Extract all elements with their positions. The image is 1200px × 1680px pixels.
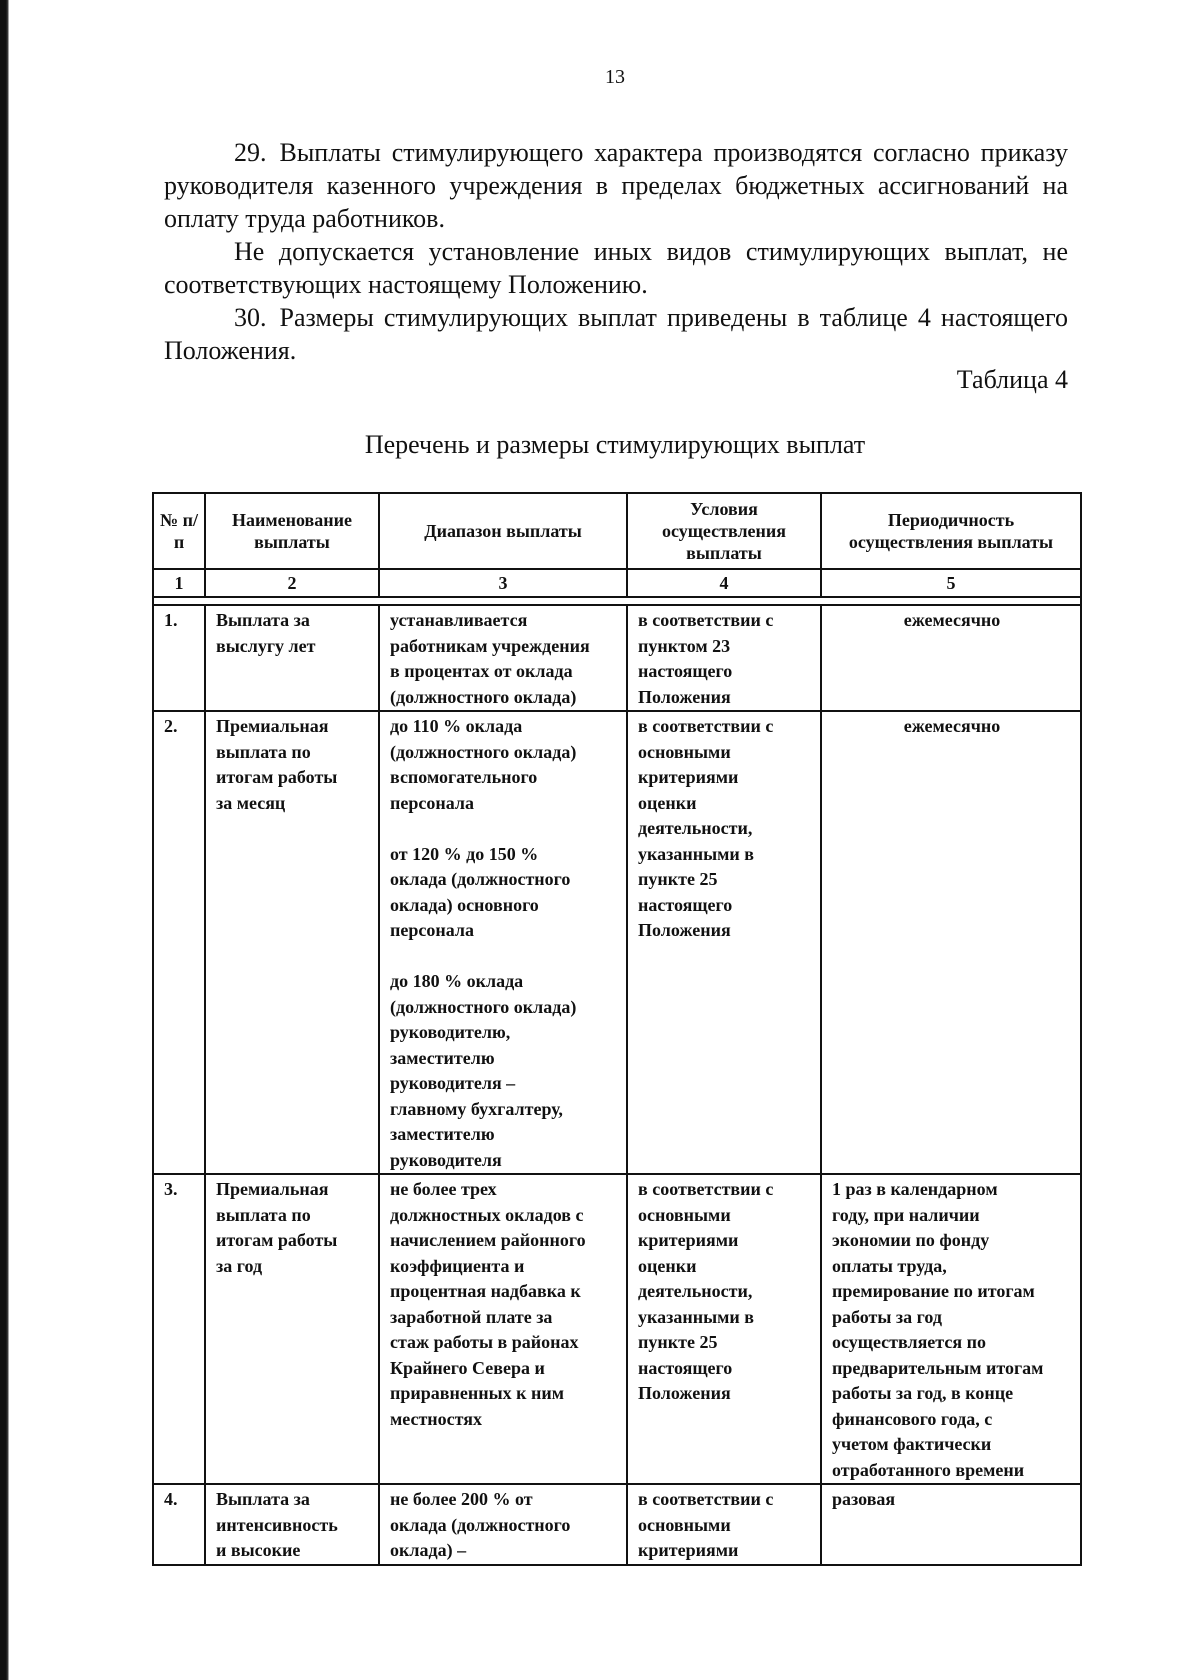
row-periodicity: 1 раз в календарном году, при наличии экономии по фонду оплаты труда, премирование по итогам работы за год осуществляется по предварительным итогам работы за год, в конце финансового года, с учетом фактически отработанного времени xyxy=(821,1174,1081,1484)
row-range: до 110 % оклада (должностного оклада) вспомогательного персонала от 120 % до 150 % оклада (должностного оклада) основного персонала до 180 % оклада (должностного оклада) руководителю, заместителю руководителя – главному бухгалтеру, заместителю руководителя xyxy=(379,711,627,1174)
header-col-number-1: 1 xyxy=(153,569,205,597)
row-number: 4. xyxy=(153,1484,205,1565)
row-name: Выплата за интенсивность и высокие xyxy=(205,1484,379,1565)
row-conditions: в соответствии с основными критериями оценки деятельности, указанными в пункте 25 настоящего Положения xyxy=(627,711,821,1174)
row-conditions: в соответствии с пунктом 23 настоящего Положения xyxy=(627,605,821,711)
table-row xyxy=(153,605,1081,711)
table-caption: Перечень и размеры стимулирующих выплат xyxy=(364,430,866,459)
header-periodicity: Периодичность осуществления выплаты xyxy=(821,493,1081,569)
row-periodicity: ежемесячно xyxy=(821,711,1081,1174)
paragraph-29: 29. Выплаты стимулирующего характера производятся согласно приказу руководителя казенного учреждения в пределах бюджетных ассигнований на оплату труда работников. xyxy=(164,138,1068,233)
body-text xyxy=(164,136,1068,367)
payments-table xyxy=(152,492,1082,1566)
table-row xyxy=(153,1174,1081,1484)
row-name: Премиальная выплата по итогам работы за месяц xyxy=(205,711,379,1174)
row-number: 2. xyxy=(153,711,205,1174)
row-range: устанавливается работникам учреждения в процентах от оклада (должностного оклада) xyxy=(379,605,627,711)
header-range: Диапазон выплаты xyxy=(379,493,627,569)
row-conditions: в соответствии с основными критериями оценки деятельности, указанными в пункте 25 настоящего Положения xyxy=(627,1174,821,1484)
table-label: Таблица 4 xyxy=(956,365,1068,394)
row-periodicity: разовая xyxy=(821,1484,1081,1565)
row-number: 1. xyxy=(153,605,205,711)
table-row xyxy=(153,1484,1081,1565)
header-gap xyxy=(153,597,1081,605)
header-col-number-5: 5 xyxy=(821,569,1081,597)
row-name: Выплата за выслугу лет xyxy=(205,605,379,711)
row-range: не более трех должностных окладов с начислением районного коэффициента и процентная надбавка к заработной плате за стаж работы в районах Крайнего Севера и приравненных к ним местностях xyxy=(379,1174,627,1484)
row-number: 3. xyxy=(153,1174,205,1484)
header-conditions: Условия осуществления выплаты xyxy=(627,493,821,569)
row-range: не более 200 % от оклада (должностного оклада) – xyxy=(379,1484,627,1565)
header-col-number-3: 3 xyxy=(379,569,627,597)
header-name: Наименование выплаты xyxy=(205,493,379,569)
paragraph-30: 30. Размеры стимулирующих выплат приведены в таблице 4 настоящего Положения. xyxy=(164,303,1068,365)
header-col-number-4: 4 xyxy=(627,569,821,597)
row-conditions: в соответствии с основными критериями xyxy=(627,1484,821,1565)
header-col-number-2: 2 xyxy=(205,569,379,597)
header-number: № п/п xyxy=(153,493,205,569)
row-name: Премиальная выплата по итогам работы за год xyxy=(205,1174,379,1484)
page-number: 13 xyxy=(605,66,625,88)
paragraph-no-other: Не допускается установление иных видов стимулирующих выплат, не соответствующих настоящему Положению. xyxy=(164,237,1068,299)
row-periodicity: ежемесячно xyxy=(821,605,1081,711)
scan-edge xyxy=(0,0,9,1680)
table-row xyxy=(153,711,1081,1174)
